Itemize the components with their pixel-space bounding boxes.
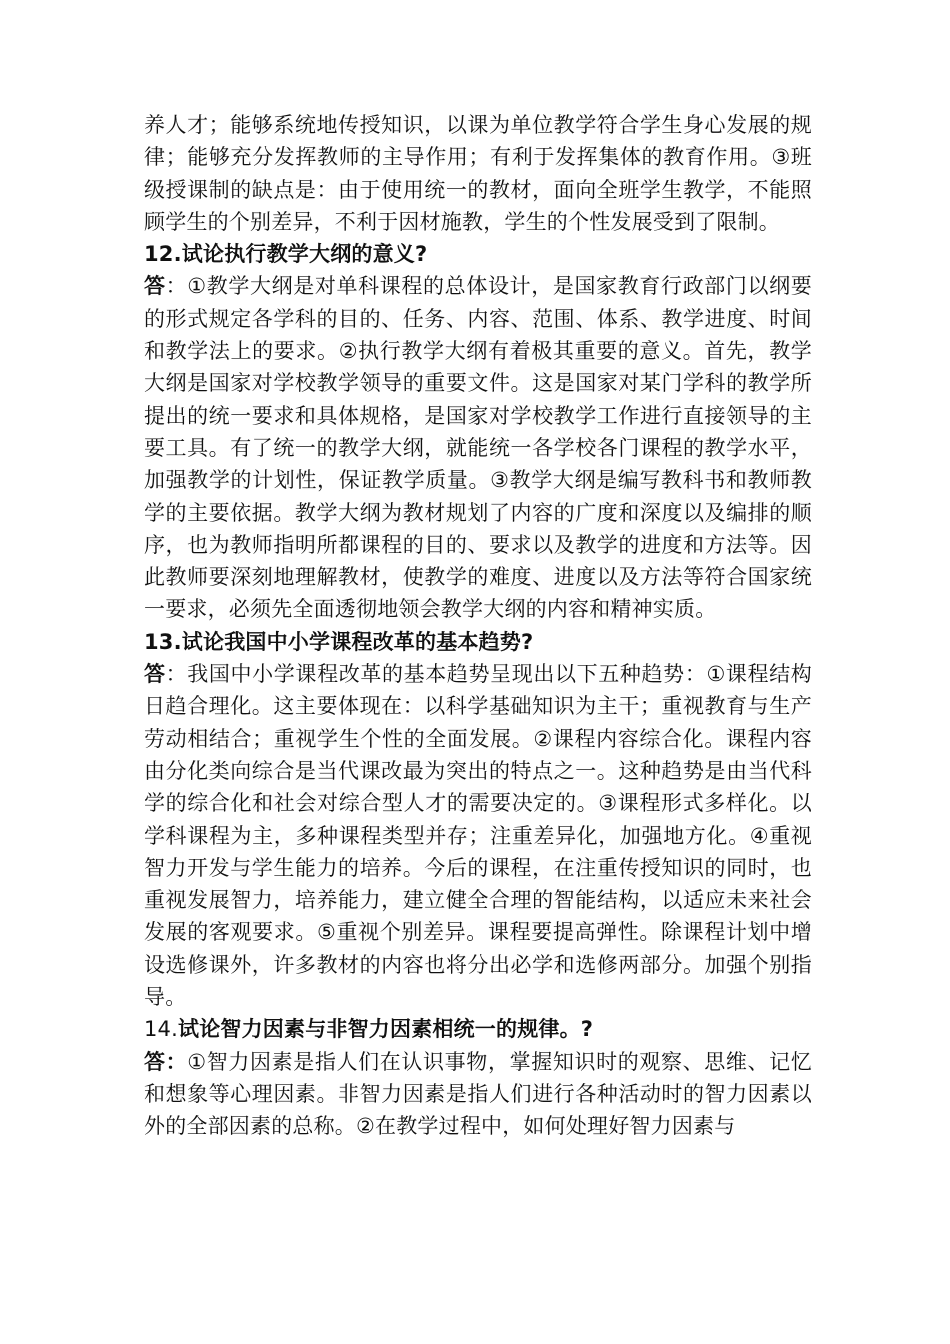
answer-13-label: 答: [144, 662, 166, 687]
answer-14-label: 答：: [144, 1049, 188, 1074]
question-13-heading: 13.试论我国中小学课程改革的基本趋势?: [144, 629, 534, 654]
answer-12-text: ：①教学大纲是对单科课程的总体设计，是国家教育行政部门以纲要的形式规定各学科的目的、任务、内容、范围、体系、教学进度、时间和教学法上的要求。②执行教学大纲有着极其重要的意义。首先，教学大纲是国家对学校教学领导的重要文件。这是国家对某门学科的教学所提出的统一要求和具体规格，是国家对学校教学工作进行直接领导的主要工具。有了统一的教学大纲，就能统一各学校各门课程的教学水平，加强教学的计划性，保证教学质量。③教学大纲是编写教科书和教师教学的主要依据。教学大纲为教材规划了内容的广度和深度以及编排的顺序，也为教师指明所都课程的目的、要求以及教学的进度和方法等。因此教师要深刻地理解教材，使教学的难度、进度以及方法等符合国家统一要求，必须先全面透彻地领会教学大纲的内容和精神实质。: [144, 274, 813, 622]
question-14-text: 试论智力因素与非智力因素相统一的规律。?: [178, 1017, 594, 1042]
answer-12-paragraph: [144, 270, 812, 625]
answer-14-text: ①智力因素是指人们在认识事物，掌握知识时的观察、思维、记忆和想象等心理因素。非智力因素是指人们进行各种活动时的智力因素以外的全部因素的总称。②在教学过程中，如何处理好智力因素与: [144, 1049, 812, 1139]
question-14-heading: [144, 1013, 812, 1045]
answer-13-paragraph: [144, 658, 812, 1013]
document-page: [144, 109, 812, 1143]
answer-14-paragraph: [144, 1046, 812, 1143]
answer-12-label: 答: [144, 274, 166, 299]
answer-13-text: ：我国中小学课程改革的基本趋势呈现出以下五种趋势：①课程结构日趋合理化。这主要体现在：以科学基础知识为主干；重视教育与生产劳动相结合；重视学生个性的全面发展。②课程内容综合化。课程内容由分化类向综合是当代课改最为突出的特点之一。这种趋势是由当代科学的综合化和社会对综合型人才的需要决定的。③课程形式多样化。以学科课程为主，多种课程类型并存；注重差异化，加强地方化。④重视智力开发与学生能力的培养。今后的课程，在注重传授知识的同时，也重视发展智力，培养能力，建立健全合理的智能结构，以适应未来社会发展的客观要求。⑤重视个别差异。课程要提高弹性。除课程计划中增设选修课外，许多教材的内容也将分出必学和选修两部分。加强个别指导。: [144, 662, 813, 1010]
question-14-number: 14.: [144, 1017, 178, 1042]
paragraph-class-teaching-pros-cons: 养人才；能够系统地传授知识，以课为单位教学符合学生身心发展的规律；能够充分发挥教师的主导作用；有利于发挥集体的教育作用。③班级授课制的缺点是：由于使用统一的教材，面向全班学生教学，不能照顾学生的个别差异，不利于因材施教，学生的个性发展受到了限制。: [144, 113, 812, 234]
question-12-heading: 12.试论执行教学大纲的意义?: [144, 242, 428, 267]
